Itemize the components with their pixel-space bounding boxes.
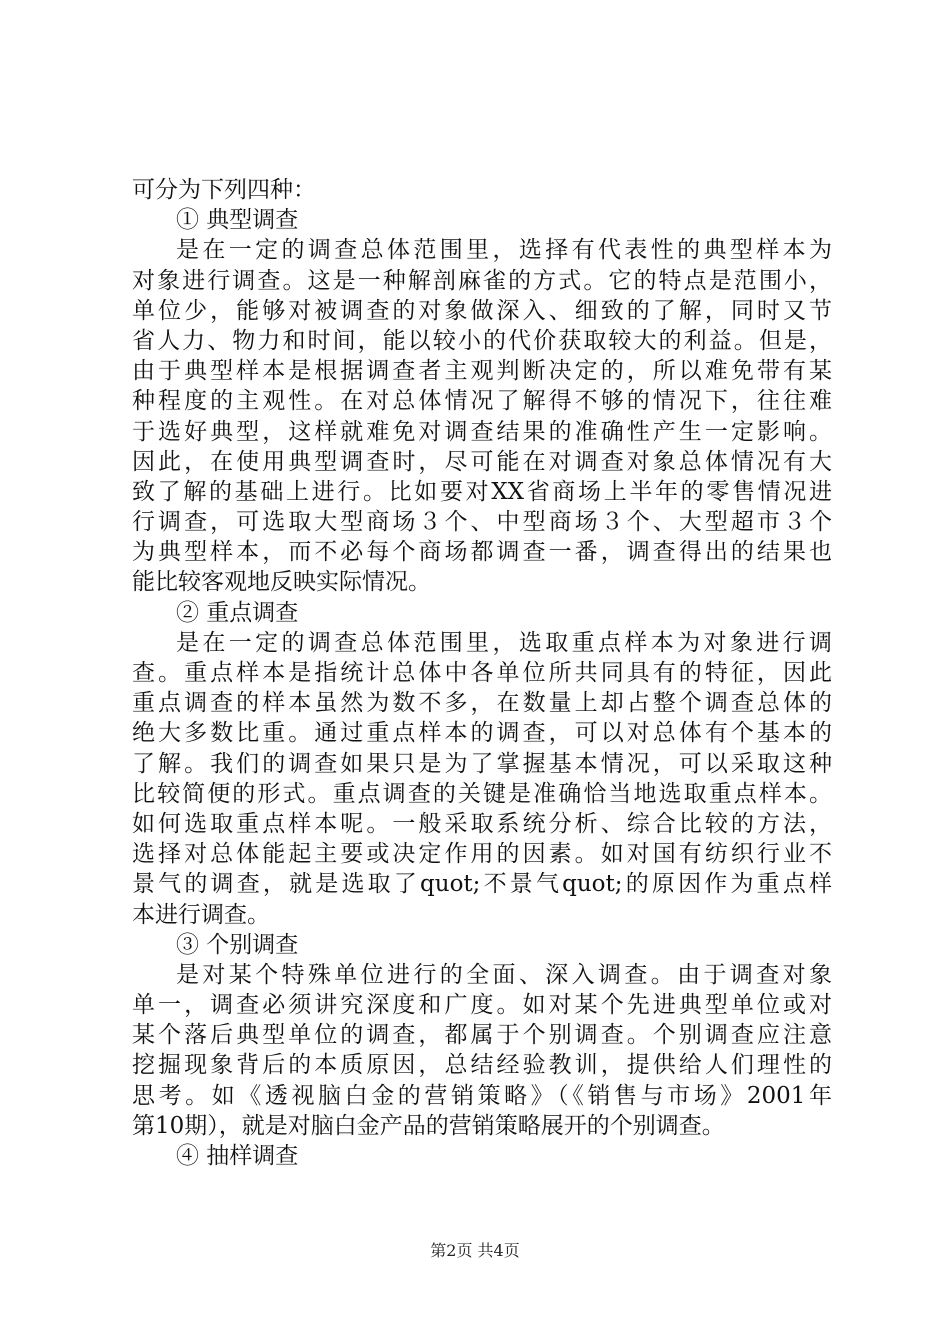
paragraph-line: 单位少，能够对被调查的对象做深入、细致的了解，同时又节 xyxy=(132,297,832,324)
paragraph-line: 能比较客观地反映实际情况。 xyxy=(132,569,431,596)
paragraph-line: 省人力、物力和时间，能以较小的代价获取较大的利益。但是， xyxy=(132,327,832,354)
paragraph-line: 是在一定的调查总体范围里，选取重点样本为对象进行调 xyxy=(176,629,832,656)
paragraph-line: 查。重点样本是指统计总体中各单位所共同具有的特征，因此 xyxy=(132,660,832,686)
section-heading: ④ 抽样调查 xyxy=(176,1143,299,1169)
section-heading: ③ 个别调查 xyxy=(176,931,299,958)
document-body xyxy=(132,175,832,1171)
paragraph-line: 对象进行调查。这是一种解剖麻雀的方式。它的特点是范围小， xyxy=(132,267,832,294)
paragraph-line: 了解。我们的调查如果只是为了掌握基本情况，可以采取这种 xyxy=(132,750,832,777)
paragraph-line: 行调查，可选取大型商场３个、中型商场３个、大型超市３个 xyxy=(132,509,832,536)
paragraph-line: 某个落后典型单位的调查，都属于个别调查。个别调查应注意 xyxy=(132,1022,832,1049)
paragraph-line: 种程度的主观性。在对总体情况了解得不够的情况下，往往难 xyxy=(132,388,832,415)
paragraph-line: 因此，在使用典型调查时，尽可能在对调查对象总体情况有大 xyxy=(132,448,832,475)
paragraph-line: 本进行调查。 xyxy=(132,901,270,928)
paragraph-line: 致了解的基础上进行。比如要对XX省商场上半年的零售情况进 xyxy=(132,478,832,505)
paragraph-line: 由于典型样本是根据调查者主观判断决定的，所以难免带有某 xyxy=(132,358,832,385)
paragraph-line: 挖掘现象背后的本质原因，总结经验教训，提供给人们理性的 xyxy=(132,1052,832,1079)
paragraph-line: 单一，调查必须讲究深度和广度。如对某个先进典型单位或对 xyxy=(132,992,832,1019)
paragraph-line: 绝大多数比重。通过重点样本的调查，可以对总体有个基本的 xyxy=(132,720,832,747)
paragraph-line: 比较简便的形式。重点调查的关键是准确恰当地选取重点样本。 xyxy=(132,780,832,807)
paragraph-line: 是在一定的调查总体范围里，选择有代表性的典型样本为 xyxy=(176,237,832,264)
paragraph-line: 思考。如《透视脑白金的营销策略》（《销售与市场》2001年 xyxy=(132,1082,832,1109)
section-heading: ② 重点调查 xyxy=(176,599,299,626)
section-heading: ① 典型调查 xyxy=(176,207,299,234)
paragraph-line: 为典型样本，而不必每个商场都调查一番，调查得出的结果也 xyxy=(132,539,832,566)
paragraph-line: 如何选取重点样本呢。一般采取系统分析、综合比较的方法， xyxy=(132,810,832,837)
paragraph-line: 景气的调查，就是选取了quot;不景气quot;的原因作为重点样 xyxy=(132,871,832,898)
page-footer: 第2页 共4页 xyxy=(430,1241,520,1260)
paragraph-line: 是对某个特殊单位进行的全面、深入调查。由于调查对象 xyxy=(176,961,832,988)
paragraph-line: 选择对总体能起主要或决定作用的因素。如对国有纺织行业不 xyxy=(132,841,832,868)
paragraph-line: 第10期），就是对脑白金产品的营销策略展开的个别调查。 xyxy=(132,1112,725,1139)
paragraph-line: 重点调查的样本虽然为数不多，在数量上却占整个调查总体的 xyxy=(132,690,832,717)
paragraph-line: 可分为下列四种： xyxy=(132,177,316,203)
paragraph-line: 于选好典型，这样就难免对调查结果的准确性产生一定影响。 xyxy=(132,418,832,445)
